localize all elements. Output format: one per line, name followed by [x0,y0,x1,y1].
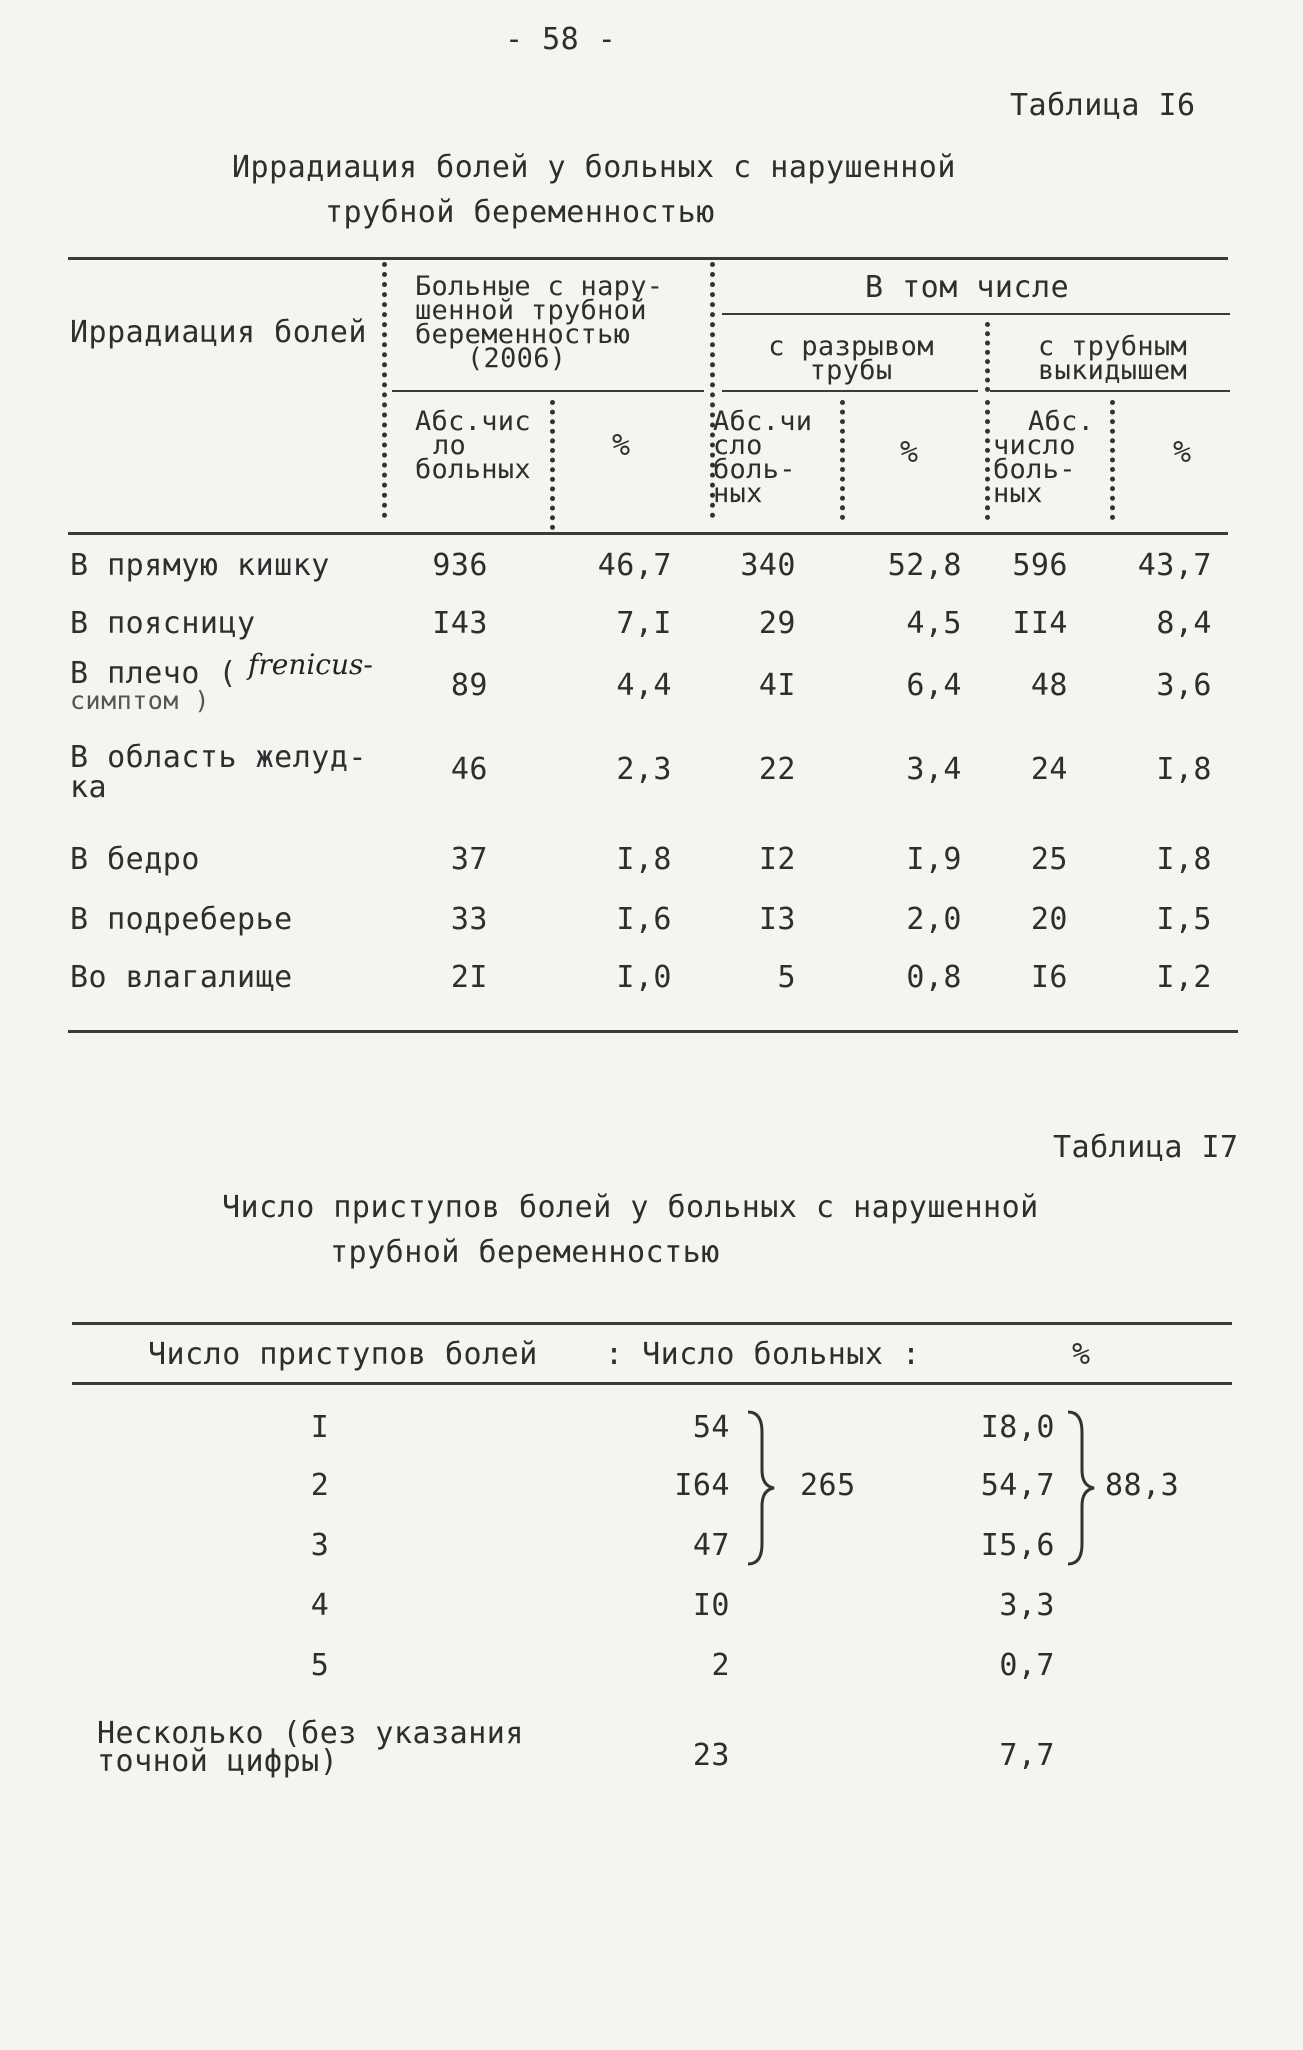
page-number: - 58 - [505,22,617,57]
table17-row-label: I [310,1410,330,1445]
table16-cell: 22 [758,752,796,787]
table17-header-col1: Число приступов болей [148,1337,538,1372]
table16-cell: 89 [450,668,488,703]
table16-cell: 4,5 [906,606,962,641]
table17-count: 2 [711,1648,730,1683]
table16-cell: 7,I [616,606,672,641]
table17-label: Таблица I7 [1053,1130,1239,1165]
table16-cell: I43 [432,606,488,641]
table16-title-line2: трубной беременностью [325,195,715,230]
table16-cell: 25 [1030,842,1068,877]
header-dot-separator [550,400,555,530]
table17-header-col2: : Число больных : [605,1337,921,1372]
table17-title-line1: Число приступов болей у больных с нарушенной [222,1190,1039,1225]
header-dot-separator [985,322,990,392]
table17-row-label: Несколько (без указания [97,1716,524,1751]
table17-group-total-pct: 88,3 [1105,1468,1180,1503]
handwritten-annotation: frenicus- [248,648,373,681]
table16-row-label: В поясницу [70,606,256,641]
table16-row-label: В подреберье [70,902,293,937]
table16-cell: I,5 [1156,902,1212,937]
table16-cell: 4,4 [616,668,672,703]
table16-cell: 3,4 [906,752,962,787]
table17-count: I64 [674,1468,730,1503]
table16-row-label: В плечо ( [70,656,238,691]
header-dot-separator [382,262,387,518]
table16-cell: I,2 [1156,960,1212,995]
table16-cell: I,0 [616,960,672,995]
pct-group-brace [1060,1408,1100,1568]
table17-group-total-count: 265 [800,1468,856,1503]
table17-header-col3: % [1072,1337,1091,1372]
count-group-brace [740,1408,780,1568]
table17-pct: 0,7 [999,1648,1055,1683]
table16-cell: 340 [740,548,796,583]
table16-row-label: симптом ) [70,686,210,715]
table16-cell: I,8 [616,842,672,877]
table16-header-group2: В том числе [865,270,1070,305]
table17-row-label: 5 [310,1648,330,1683]
table16-header-group1: Больные с нару- шенной трубной беременностью (2006) [415,271,664,374]
table16-header-sub-a: с разрывом трубы [768,331,934,386]
table16-cell: 20 [1030,902,1068,937]
table16-header-abs3: Абс. число боль- ных [993,406,1095,509]
table16-header-rule [68,532,1228,535]
table17-pct: 3,3 [999,1588,1055,1623]
table17-row-label: 3 [310,1528,330,1563]
table16-cell: 33 [450,902,488,937]
table16-cell: 596 [1012,548,1068,583]
table16-cell: 37 [450,842,488,877]
table17-title-line2: трубной беременностью [330,1235,720,1270]
table16-header-sub-b: с трубным выкидышем [1038,331,1187,386]
table16-cell: 46 [450,752,488,787]
table16-cell: I3 [758,902,796,937]
table17-pct: 7,7 [999,1738,1055,1773]
table16-header-abs2: Абс.чи сло боль- ных [713,406,813,509]
table16-cell: 29 [758,606,796,641]
table16-header-col1: Иррадиация болей [70,315,367,350]
table16-cell: 48 [1030,668,1068,703]
table16-row-label: Во влагалище [70,960,293,995]
table16-cell: I,8 [1156,752,1212,787]
table16-header-pct1: % [612,428,631,463]
table16-cell: I,8 [1156,842,1212,877]
table17-count: 54 [692,1410,730,1445]
header-dot-separator [840,400,845,520]
table17-header-rule [72,1382,1232,1385]
table16-row-label: В прямую кишку [70,548,330,583]
table17-pct: I8,0 [980,1410,1055,1445]
table16-cell: 2,0 [906,902,962,937]
table16-cell: 4I [758,668,796,703]
table16-header-abs1: Абс.чис ло больных [415,406,531,485]
table16-cell: 24 [1030,752,1068,787]
table17-count: I0 [692,1588,730,1623]
table16-cell: 46,7 [597,548,672,583]
table16-header-pct3: % [1173,435,1192,470]
table17-row-label: 2 [310,1468,330,1503]
table16-row-label: В бедро [70,842,200,877]
table16-cell: I,6 [616,902,672,937]
table16-group1-rule [392,390,704,392]
table17-row-label: 4 [310,1588,330,1623]
table16-cell: 0,8 [906,960,962,995]
table16-cell: 5 [777,960,796,995]
table16-header-pct2: % [900,435,919,470]
table16-row-label: В область желуд- [70,740,367,775]
table16-cell: 6,4 [906,668,962,703]
header-dot-separator [1110,400,1115,520]
table16-sub-a-rule [722,390,978,392]
table17-row-label: точной цифры) [97,1744,339,1779]
table16-cell: 2I [450,960,488,995]
table17-count: 47 [692,1528,730,1563]
table17-count: 23 [692,1738,730,1773]
table17-pct: I5,6 [980,1528,1055,1563]
table16-top-rule [68,257,1228,260]
table16-cell: II4 [1012,606,1068,641]
table16-cell: 936 [432,548,488,583]
header-dot-separator [985,400,990,520]
table16-cell: 2,3 [616,752,672,787]
table16-bottom-rule [68,1030,1238,1033]
table17-pct: 54,7 [980,1468,1055,1503]
table17-top-rule [72,1322,1232,1325]
table16-group2-rule [722,313,1230,315]
table16-cell: I2 [758,842,796,877]
table16-cell: 8,4 [1156,606,1212,641]
table16-cell: 3,6 [1156,668,1212,703]
table16-sub-b-rule [990,390,1230,392]
table16-label: Таблица I6 [1010,88,1196,123]
table16-cell: 52,8 [887,548,962,583]
table16-title-line1: Иррадиация болей у больных с нарушенной [232,150,956,185]
table16-cell: 43,7 [1137,548,1212,583]
table16-cell: I,9 [906,842,962,877]
table16-cell: I6 [1030,960,1068,995]
table16-row-label: ка [70,770,108,805]
